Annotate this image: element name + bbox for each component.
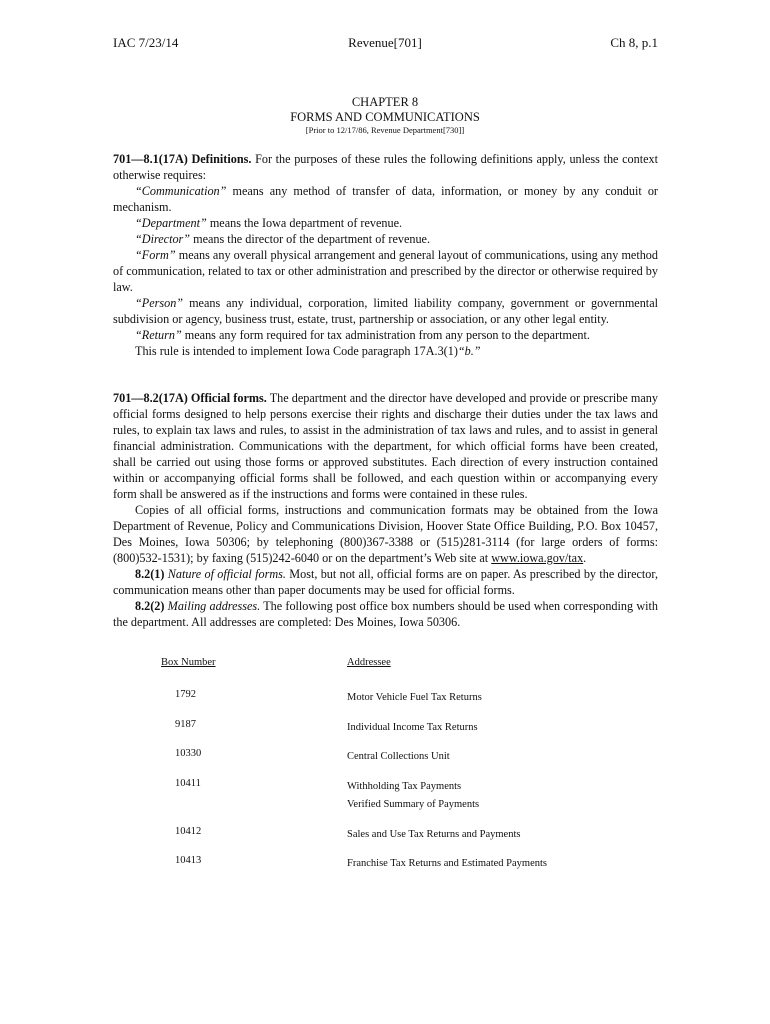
definition-form <box>113 247 658 295</box>
addressee <box>347 778 479 814</box>
addressee-line: Verified Summary of Payments <box>347 799 480 810</box>
definition-term: “Person” <box>135 296 184 310</box>
addressee <box>347 855 547 873</box>
copies-end: . <box>583 551 587 565</box>
column-header-addressee: Addressee <box>347 657 391 668</box>
box-number: 9187 <box>175 719 196 730</box>
chapter-title: FORMS AND COMMUNICATIONS <box>290 110 480 124</box>
copies-text: Copies of all official forms, instructions and communication formats may be obtained from the Iowa Department of Revenue, Policy and Communications Division, Hoover State Office Building, P.O. Box 10457, Des Moines, Iowa 50306; by telephoning (800)367-3388 or (515)281-3114 (for large orders of forms: (800)532-1531); by faxing (515)242-6040 or on the department’s Web site at <box>113 503 658 565</box>
website-link[interactable]: www.iowa.gov/tax <box>491 551 584 565</box>
column-header-box-number: Box Number <box>161 657 216 668</box>
addressee <box>347 748 450 766</box>
subrule-number: 8.2(2) <box>135 599 165 613</box>
box-number: 10413 <box>175 855 202 866</box>
definition-term: “Form” <box>135 248 176 262</box>
definition-text: means any form required for tax administration from any person to the department. <box>181 328 590 342</box>
definition-text: means the Iowa department of revenue. <box>206 216 403 230</box>
definition-return <box>113 327 658 343</box>
rule-8-1-implements <box>113 343 658 359</box>
definition-text: means any overall physical arrangement and general layout of communications, using any method of communication, related to tax or other administration and prescribed by the director or otherwise required by law. <box>113 248 658 294</box>
addressee-line: Central Collections Unit <box>347 751 450 762</box>
addressee-line: Franchise Tax Returns and Estimated Payments <box>347 858 547 869</box>
definition-person <box>113 295 658 327</box>
implements-ref: “b.” <box>457 344 481 358</box>
rule-8-1-heading: 701—8.1(17A) Definitions. <box>113 152 252 166</box>
addressee <box>347 689 482 707</box>
definition-director <box>113 231 658 247</box>
rule-8-1-intro-text: For the purposes of these rules the following definitions apply, unless the context otherwise requires: <box>113 152 658 182</box>
subrule-title: Nature of official forms. <box>164 567 286 581</box>
definition-department <box>113 215 658 231</box>
definition-term: “Return” <box>135 328 182 342</box>
box-number: 10330 <box>175 748 202 759</box>
subrule-number: 8.2(1) <box>135 567 165 581</box>
header-page-ref: Ch 8, p.1 <box>610 35 658 50</box>
subrule-8-2-2 <box>113 598 658 630</box>
header-agency: Revenue[701] <box>348 35 422 50</box>
rule-8-2-text: The department and the director have developed and provide or prescribe many official forms designed to help persons exercise their rights and discharge their duties under the tax laws and rules, to explain tax laws and rules, to assist in the administration of tax laws and rules, and to assist in general financial administration. Communications with the department, for which official forms have been created, shall be carried out using those forms or approved substitutes. Each direction of every instruction contained within or accompanying official forms shall be followed, and each question within or accompanying every form shall be answered as if the instructions and forms were contained in these rules. <box>113 391 658 501</box>
rule-8-2-paragraph <box>113 390 658 502</box>
box-number: 10411 <box>175 778 201 789</box>
box-number: 1792 <box>175 689 196 700</box>
definition-text: means any method of transfer of data, information, or money by any conduit or mechanism. <box>113 184 658 214</box>
addressee-line: Motor Vehicle Fuel Tax Returns <box>347 692 482 703</box>
chapter-note: [Prior to 12/17/86, Revenue Department[730]] <box>305 125 465 135</box>
implements-text: This rule is intended to implement Iowa Code paragraph 17A.3(1) <box>135 344 458 358</box>
subrule-title: Mailing addresses. <box>164 599 261 613</box>
subrule-8-2-1 <box>113 566 658 598</box>
addressee-line: Withholding Tax Payments <box>347 781 462 792</box>
subrule-text: Most, but not all, official forms are on paper. As prescribed by the director, communication means other than paper documents may be used for official forms. <box>113 567 658 597</box>
addressee-line: Sales and Use Tax Returns and Payments <box>347 829 521 840</box>
rule-8-2-heading: 701—8.2(17A) Official forms. <box>113 391 267 405</box>
definition-text: means the director of the department of revenue. <box>190 232 431 246</box>
rule-8-1 <box>113 151 658 359</box>
definition-text: means any individual, corporation, limited liability company, government or governmental subdivision or agency, business trust, estate, trust, partnership or association, or any other legal entity. <box>113 296 658 326</box>
header-date: IAC 7/23/14 <box>113 35 179 50</box>
definition-term: “Director” <box>135 232 191 246</box>
addressee <box>347 719 478 737</box>
box-number: 10412 <box>175 826 202 837</box>
definition-term: “Communication” <box>135 184 227 198</box>
chapter-number: CHAPTER 8 <box>351 95 419 109</box>
copies-paragraph <box>113 502 658 566</box>
addressee-line: Individual Income Tax Returns <box>347 722 478 733</box>
subrule-text: The following post office box numbers should be used when corresponding with the department. All addresses are completed: Des Moines, Iowa 50306. <box>113 599 658 629</box>
rule-8-2 <box>113 390 658 630</box>
addressee <box>347 826 520 844</box>
definition-communication <box>113 183 658 215</box>
definition-term: “Department” <box>135 216 207 230</box>
rule-8-1-intro <box>113 151 658 183</box>
